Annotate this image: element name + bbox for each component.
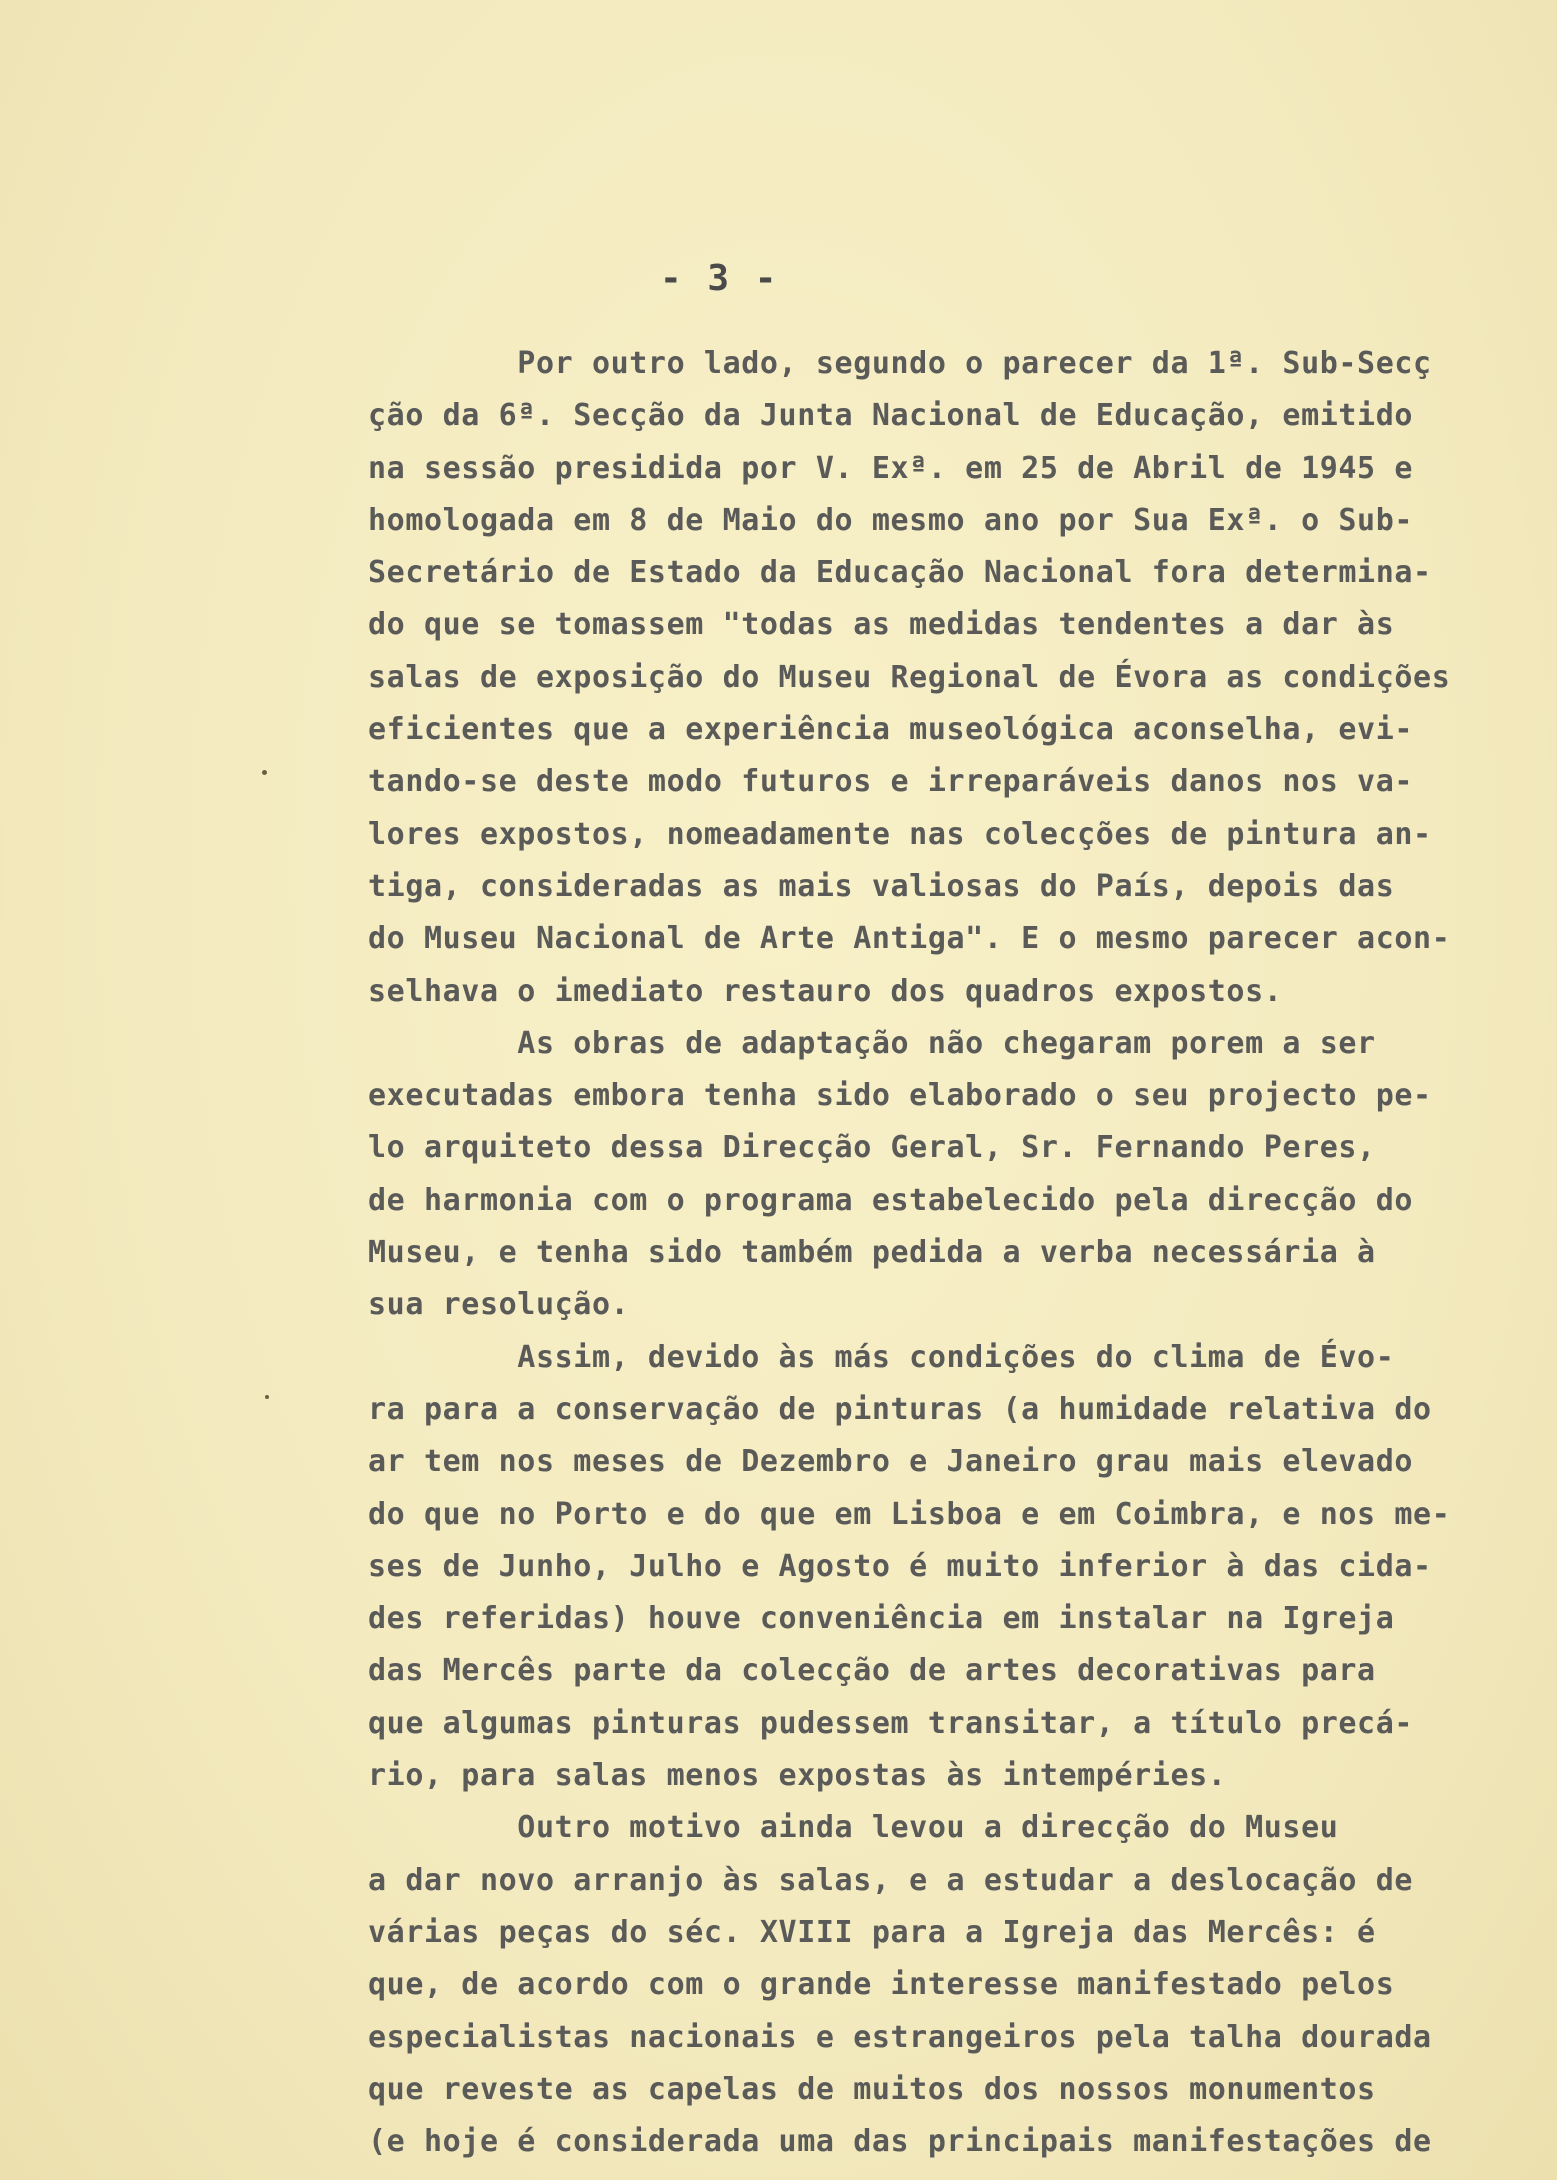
paper-spot [265, 1395, 269, 1399]
text-line: do que se tomassem "todas as medidas tendentes a dar às [368, 607, 1395, 643]
text-line: (e hoje é considerada uma das principais manifestações de [368, 2124, 1432, 2160]
text-line: ar tem nos meses de Dezembro e Janeiro grau mais elevado [368, 1444, 1414, 1480]
text-line: várias peças do séc. XVIII para a Igreja das Mercês: é [368, 1914, 1376, 1950]
text-line: Assim, devido às más condições do clima de Évo- [368, 1339, 1395, 1375]
text-line: Museu, e tenha sido também pedida a verba necessária à [368, 1235, 1376, 1271]
page-number: - 3 - [660, 258, 779, 299]
text-line: selhava o imediato restauro dos quadros expostos. [368, 973, 1283, 1009]
text-line: especialistas nacionais e estrangeiros pela talha dourada [368, 2019, 1432, 2055]
text-line: que, de acordo com o grande interesse manifestado pelos [368, 1967, 1395, 2003]
text-line: rio, para salas menos expostas às intempéries. [368, 1758, 1227, 1794]
text-line: ção da 6ª. Secção da Junta Nacional de Educação, emitido [368, 398, 1414, 434]
text-line: ra para a conservação de pinturas (a humidade relativa do [368, 1391, 1432, 1427]
text-line: des referidas) houve conveniência em instalar na Igreja [368, 1601, 1395, 1637]
text-line: que reveste as capelas de muitos dos nossos monumentos [368, 2071, 1376, 2107]
paper-spot [262, 770, 267, 775]
text-line: eficientes que a experiência museológica aconselha, evi- [368, 712, 1414, 748]
text-line: salas de exposição do Museu Regional de Évora as condições [368, 659, 1451, 695]
text-line: homologada em 8 de Maio do mesmo ano por Sua Exª. o Sub- [368, 502, 1414, 538]
text-line: na sessão presidida por V. Exª. em 25 de Abril de 1945 e [368, 450, 1414, 486]
text-line: do que no Porto e do que em Lisboa e em Coimbra, e nos me- [368, 1496, 1451, 1532]
text-line: lores expostos, nomeadamente nas colecções de pintura an- [368, 816, 1432, 852]
text-line: executadas embora tenha sido elaborado o seu projecto pe- [368, 1078, 1432, 1114]
text-line: Por outro lado, segundo o parecer da 1ª. Sub-Secç [368, 346, 1432, 381]
text-line: lo arquiteto dessa Direcção Geral, Sr. Fernando Peres, [368, 1130, 1376, 1166]
text-line: sua resolução. [368, 1287, 630, 1323]
text-line: que algumas pinturas pudessem transitar, a título precá- [368, 1705, 1414, 1741]
text-line: tiga, consideradas as mais valiosas do País, depois das [368, 868, 1395, 904]
text-line: das Mercês parte da colecção de artes decorativas para [368, 1653, 1376, 1689]
text-line: tando-se deste modo futuros e irreparáveis danos nos va- [368, 764, 1414, 800]
text-line: a dar novo arranjo às salas, e a estudar a deslocação de [368, 1862, 1414, 1898]
text-line: do Museu Nacional de Arte Antiga". E o mesmo parecer acon- [368, 921, 1451, 957]
text-line: Outro motivo ainda levou a direcção do Museu [368, 1810, 1339, 1846]
text-line: Secretário de Estado da Educação Nacional fora determina- [368, 555, 1432, 591]
body-text [368, 338, 1528, 2168]
text-line: de harmonia com o programa estabelecido pela direcção do [368, 1182, 1414, 1218]
text-line: As obras de adaptação não chegaram porem a ser [368, 1025, 1376, 1061]
text-line: ses de Junho, Julho e Agosto é muito inferior à das cida- [368, 1548, 1432, 1584]
